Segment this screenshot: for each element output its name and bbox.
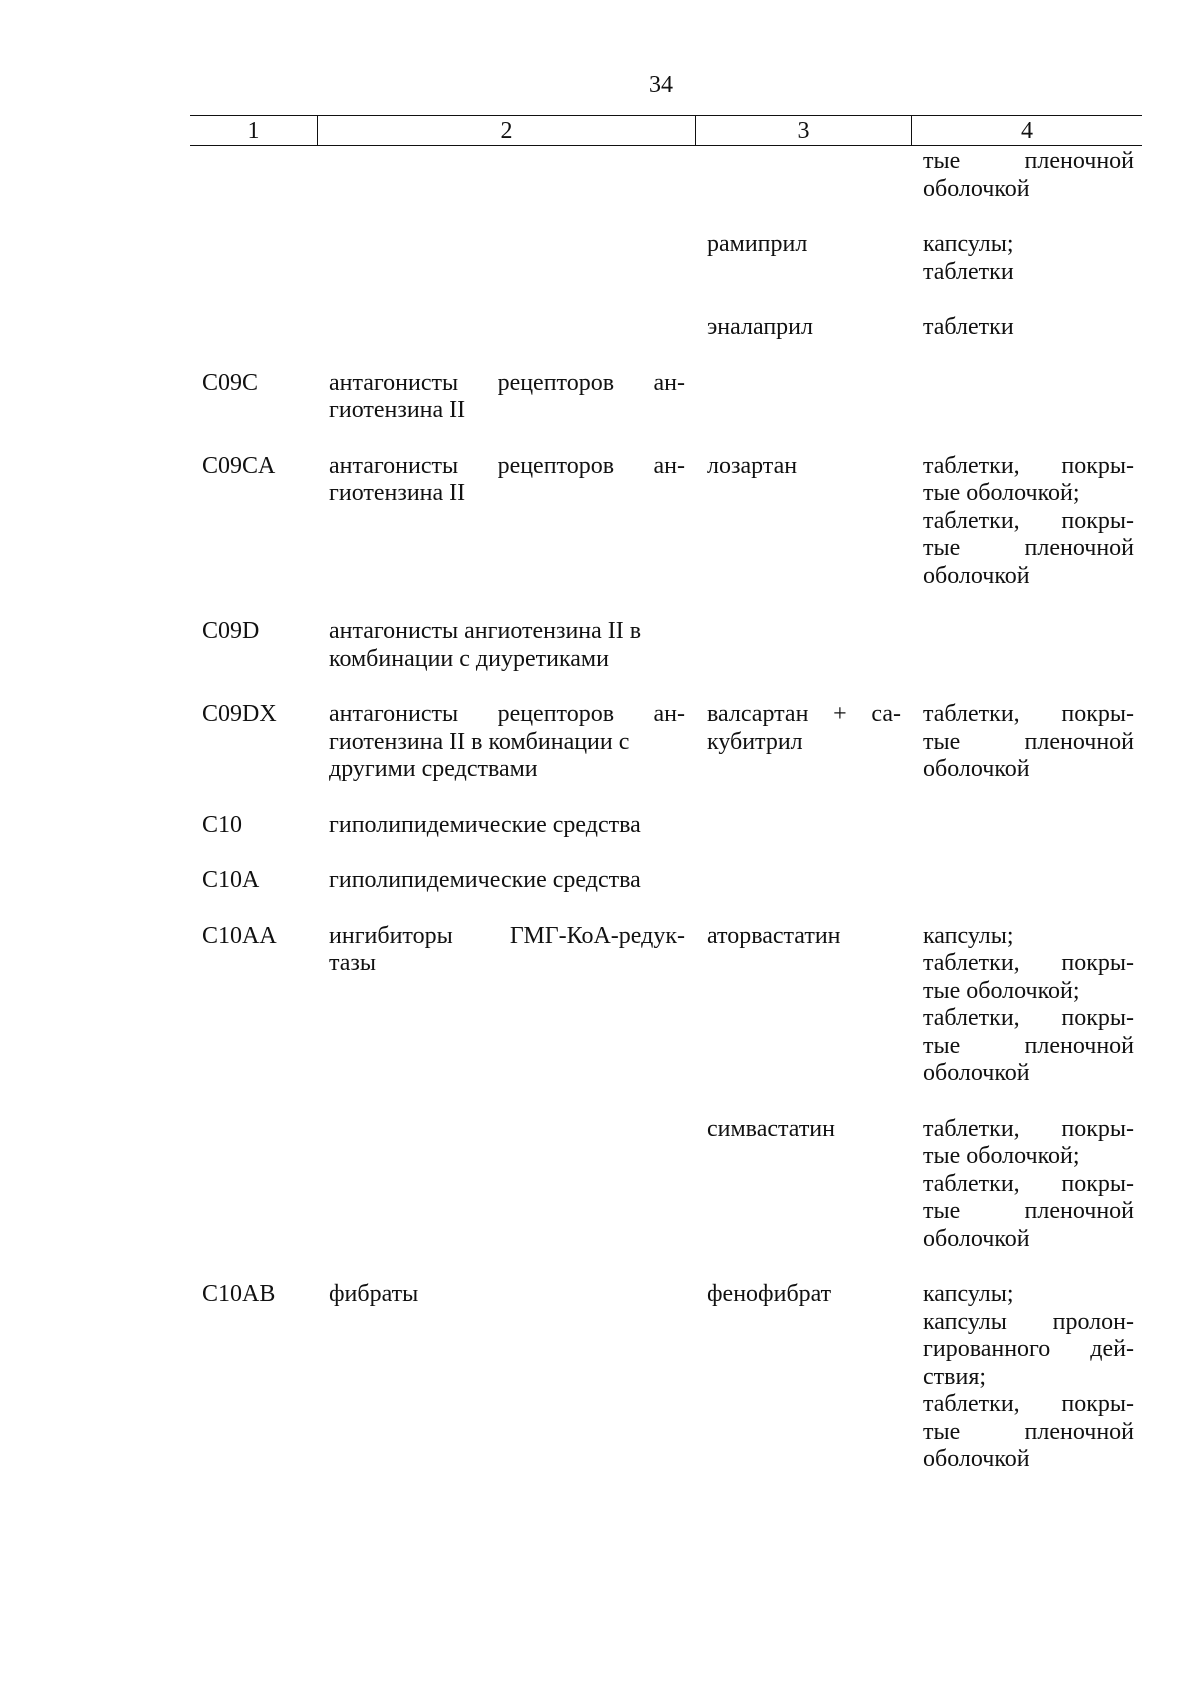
cell-word: рецепторов (497, 452, 615, 479)
atc-code-cell: C10A (202, 867, 260, 893)
cell-word: оболочкой (923, 756, 1030, 782)
cell-word: пролон- (1052, 1308, 1134, 1335)
table-row (190, 812, 1142, 840)
cell-line (923, 1171, 1134, 1199)
atc-code-cell: C09C (202, 369, 259, 396)
cell-line (923, 1419, 1134, 1447)
anatomical-group-cell (317, 867, 695, 895)
cell-line (923, 314, 1134, 342)
cell-word: тые (923, 1418, 961, 1445)
cell-word: антагонисты ангиотензина II в (329, 618, 642, 644)
cell-word: покры- (1061, 507, 1134, 534)
cell-line (923, 729, 1134, 757)
cell-word: пленочной (1024, 148, 1134, 174)
atc-code-cell: C10 (202, 811, 243, 838)
cell-line (923, 563, 1134, 591)
cell-line (923, 1446, 1134, 1474)
cell-word: таблетки (923, 314, 1014, 340)
cell-line (329, 867, 685, 895)
cell-word: оболочкой (923, 1446, 1030, 1472)
table-row (190, 453, 1142, 591)
cell-word: таблетки, (923, 1170, 1020, 1197)
cell-line (923, 756, 1134, 784)
cell-word: таблетки, (923, 1115, 1020, 1142)
table-row (190, 370, 1142, 425)
cell-word: ингибиторы (329, 922, 453, 949)
cell-word: таблетки, (923, 1005, 1020, 1031)
atc-code-cell: C09CA (202, 452, 276, 479)
cell-line (707, 1116, 901, 1144)
cell-line (923, 231, 1134, 259)
dosage-form-cell (911, 1116, 1142, 1254)
cell-line (923, 1281, 1134, 1309)
cell-word: капсулы; (923, 231, 1014, 257)
cell-word: комбинации с диуретиками (329, 645, 609, 672)
cell-line (923, 1005, 1134, 1033)
cell-word: пленочной (1024, 1198, 1134, 1224)
dosage-form-cell (911, 812, 1142, 840)
dosage-form-cell (911, 314, 1142, 342)
cell-word: тые оболочкой; (923, 977, 1080, 1004)
drug-name-cell (695, 701, 911, 784)
cell-line (923, 978, 1134, 1006)
table-row (190, 1116, 1142, 1254)
cell-word: таблетки, (923, 507, 1020, 534)
cell-word: ГМГ-КоА-редук- (509, 922, 685, 949)
cell-line (923, 1143, 1134, 1171)
cell-word: фибраты (329, 1281, 419, 1307)
cell-line (923, 508, 1134, 536)
cell-line (329, 701, 685, 729)
cell-word: ан- (653, 452, 685, 479)
cell-line (923, 176, 1134, 204)
cell-line (923, 480, 1134, 508)
drug-name-cell (695, 370, 911, 425)
cell-word: ан- (653, 369, 685, 396)
table-row (190, 618, 1142, 673)
cell-line (329, 618, 685, 646)
table-body (190, 148, 1142, 1474)
dosage-form-cell (911, 453, 1142, 591)
cell-line (707, 1281, 901, 1309)
table-row (190, 148, 1142, 203)
cell-word: дей- (1090, 1336, 1134, 1362)
cell-word: покры- (1061, 1391, 1134, 1417)
cell-word: покры- (1061, 452, 1134, 479)
atc-code-cell: C10AA (202, 922, 277, 949)
cell-word: антагонисты (329, 369, 459, 396)
cell-word: оболочкой (923, 562, 1030, 589)
drug-name-cell (695, 1281, 911, 1474)
cell-line (923, 1391, 1134, 1419)
cell-line (923, 453, 1134, 481)
anatomical-group-cell (317, 701, 695, 784)
cell-word: фенофибрат (707, 1281, 832, 1307)
atc-code-cell: C09DX (202, 701, 277, 727)
cell-word: эналаприл (707, 314, 813, 340)
header-col-4: 4 (911, 116, 1142, 146)
dosage-form-cell (911, 701, 1142, 784)
anatomical-group-cell (317, 370, 695, 425)
cell-word: тые оболочкой; (923, 1143, 1080, 1169)
cell-word: лозартан (707, 452, 798, 479)
cell-word: оболочкой (923, 1060, 1030, 1086)
cell-line (329, 480, 685, 508)
table-row (190, 314, 1142, 342)
cell-word: рецепторов (497, 369, 615, 396)
atc-code-cell: C10AB (202, 1281, 276, 1307)
cell-word: кубитрил (707, 728, 803, 755)
drug-name-cell (695, 231, 911, 286)
cell-word: покры- (1061, 701, 1134, 727)
dosage-form-cell (911, 370, 1142, 425)
cell-word: тые (923, 728, 961, 755)
cell-word: рамиприл (707, 231, 808, 257)
drug-name-cell (695, 1116, 911, 1254)
atc-code-cell: C09D (202, 618, 260, 644)
cell-word: капсулы; (923, 922, 1014, 949)
dosage-form-cell (911, 923, 1142, 1088)
page-number: 34 (649, 72, 673, 98)
cell-word: антагонисты (329, 452, 459, 479)
cell-word: капсулы (923, 1308, 1007, 1335)
anatomical-group-cell (317, 618, 695, 673)
atc-code-cell (190, 314, 317, 342)
cell-line (329, 756, 685, 784)
anatomical-group-cell (317, 1281, 695, 1474)
cell-line (923, 1364, 1134, 1392)
cell-word: таблетки (923, 258, 1014, 285)
cell-word: гированного (923, 1336, 1051, 1362)
dosage-form-cell (911, 1281, 1142, 1474)
table-row (190, 231, 1142, 286)
drug-name-cell (695, 314, 911, 342)
cell-word: оболочкой (923, 175, 1030, 202)
cell-line (707, 701, 901, 729)
cell-line (707, 314, 901, 342)
cell-line (923, 259, 1134, 287)
dosage-form-cell (911, 618, 1142, 673)
cell-word: са- (871, 701, 901, 727)
atc-code-cell (190, 231, 317, 286)
cell-word: покры- (1061, 1005, 1134, 1031)
cell-line (923, 148, 1134, 176)
cell-line (923, 535, 1134, 563)
cell-word: таблетки, (923, 1391, 1020, 1417)
cell-word: ан- (653, 701, 685, 727)
cell-line (707, 231, 901, 259)
cell-line (329, 923, 685, 951)
cell-line (923, 1309, 1134, 1337)
header-col-2: 2 (317, 116, 695, 146)
cell-word: покры- (1061, 1170, 1134, 1197)
cell-line (923, 1198, 1134, 1226)
dosage-form-cell (911, 148, 1142, 203)
table-row (190, 701, 1142, 784)
anatomical-group-cell (317, 453, 695, 591)
anatomical-group-cell (317, 148, 695, 203)
cell-word: ствия; (923, 1363, 987, 1390)
cell-word: пленочной (1024, 535, 1134, 561)
cell-line (707, 453, 901, 481)
cell-word: покры- (1061, 1115, 1134, 1142)
cell-word: рецепторов (497, 701, 615, 727)
atc-code-cell (190, 1116, 317, 1254)
cell-word: тые (923, 1198, 961, 1224)
cell-line (329, 812, 685, 840)
cell-word: тые (923, 148, 961, 174)
cell-line (923, 1116, 1134, 1144)
cell-word: тые оболочкой; (923, 480, 1080, 506)
cell-word: тые (923, 1032, 961, 1059)
cell-line (923, 1060, 1134, 1088)
drug-name-cell (695, 618, 911, 673)
cell-word: гиотензина II (329, 480, 466, 506)
table-header-row (190, 115, 1142, 146)
dosage-form-cell (911, 231, 1142, 286)
anatomical-group-cell (317, 231, 695, 286)
cell-word: пленочной (1024, 728, 1134, 755)
cell-word: таблетки, (923, 950, 1020, 976)
drug-name-cell (695, 923, 911, 1088)
anatomical-group-cell (317, 314, 695, 342)
header-col-3: 3 (695, 116, 911, 146)
drug-name-cell (695, 812, 911, 840)
drug-name-cell (695, 453, 911, 591)
cell-word: таблетки, (923, 452, 1020, 479)
cell-line (707, 729, 901, 757)
cell-word: гиполипидемические средства (329, 867, 641, 893)
drug-name-cell (695, 148, 911, 203)
cell-word: гиполипидемические средства (329, 811, 641, 838)
cell-line (923, 1226, 1134, 1254)
cell-word: антагонисты (329, 701, 459, 727)
atc-code-cell (190, 148, 317, 203)
cell-word: тые (923, 535, 961, 561)
cell-word: таблетки, (923, 701, 1020, 727)
cell-word: пленочной (1024, 1418, 1134, 1445)
cell-word: + (833, 701, 847, 727)
table-row (190, 1281, 1142, 1474)
cell-word: тазы (329, 950, 377, 976)
cell-line (923, 1033, 1134, 1061)
cell-line (329, 370, 685, 398)
cell-line (329, 453, 685, 481)
cell-word: другими средствами (329, 756, 538, 782)
anatomical-group-cell (317, 923, 695, 1088)
cell-line (923, 701, 1134, 729)
cell-line (923, 1336, 1134, 1364)
cell-word: капсулы; (923, 1281, 1014, 1307)
cell-word: покры- (1061, 950, 1134, 976)
header-col-1: 1 (247, 118, 260, 144)
table-row (190, 923, 1142, 1088)
cell-line (329, 729, 685, 757)
anatomical-group-cell (317, 812, 695, 840)
cell-word: гиотензина II в комбинации с (329, 728, 630, 755)
table-row (190, 867, 1142, 895)
cell-line (923, 923, 1134, 951)
cell-line (707, 923, 901, 951)
drug-name-cell (695, 867, 911, 895)
drug-table (190, 115, 1142, 1474)
cell-word: пленочной (1024, 1032, 1134, 1059)
cell-word: аторвастатин (707, 922, 841, 949)
cell-word: оболочкой (923, 1225, 1030, 1252)
anatomical-group-cell (317, 1116, 695, 1254)
cell-line (329, 1281, 685, 1309)
cell-word: симвастатин (707, 1115, 835, 1142)
cell-line (329, 397, 685, 425)
cell-word: валсартан (707, 701, 809, 727)
cell-line (923, 950, 1134, 978)
dosage-form-cell (911, 867, 1142, 895)
cell-word: гиотензина II (329, 397, 466, 423)
cell-line (329, 646, 685, 674)
cell-line (329, 950, 685, 978)
